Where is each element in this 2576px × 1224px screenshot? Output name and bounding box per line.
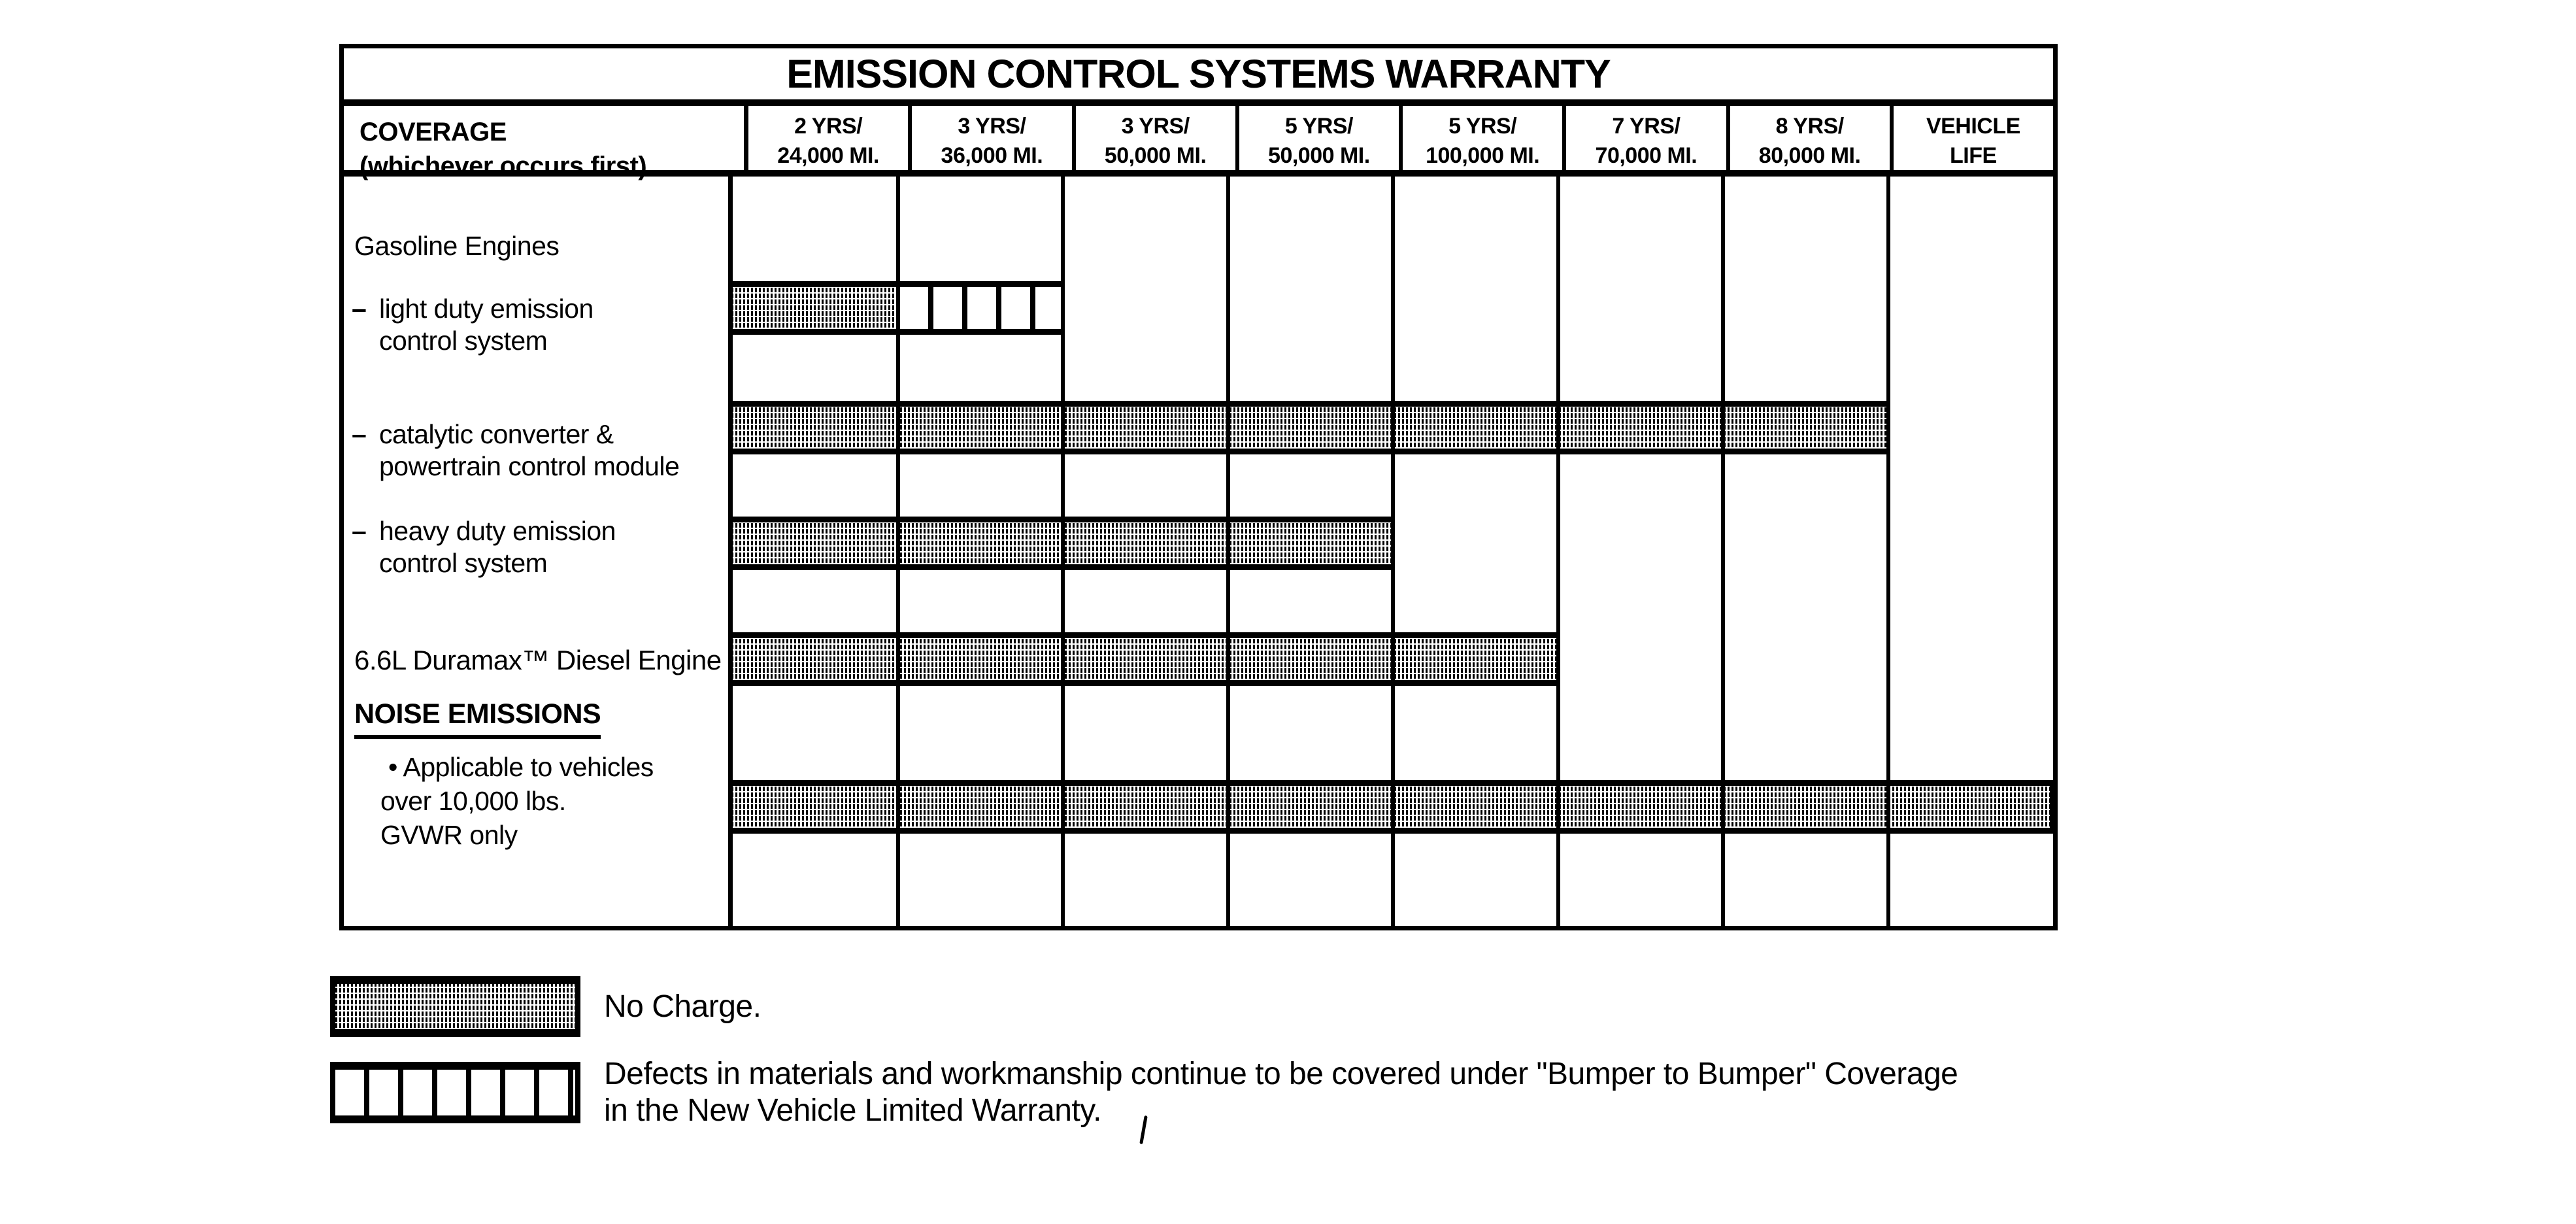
coverage-header <box>344 106 748 180</box>
table-title: EMISSION CONTROL SYSTEMS WARRANTY <box>786 52 1611 96</box>
table-title-row <box>344 48 2053 106</box>
grid-line-col-1 <box>896 177 900 926</box>
bar-catalytic-converter-no-charge <box>728 401 1890 454</box>
column-header-2yrs-24000: 2 YRS/ 24,000 MI. <box>748 106 912 170</box>
noise-emissions-heading: NOISE EMISSIONS <box>354 698 601 739</box>
emission-warranty-table <box>339 44 2058 930</box>
dash-bullet-icon: – <box>352 516 367 546</box>
coverage-header-line1: COVERAGE <box>360 118 507 146</box>
grid-line-col-4 <box>1391 177 1395 926</box>
grid-line-col-2 <box>1061 177 1065 926</box>
table-header-row <box>344 106 2053 180</box>
column-header-5yrs-100000: 5 YRS/ 100,000 MI. <box>1403 106 1566 170</box>
column-header-vehicle-life: VEHICLE LIFE <box>1926 114 2020 168</box>
coverage-header-line2: (whichever occurs first) <box>360 152 647 180</box>
table-body <box>344 177 2053 926</box>
dash-bullet-icon: – <box>352 294 367 324</box>
grid-line-col-6 <box>1721 177 1725 926</box>
bar-duramax-no-charge <box>728 632 1560 686</box>
bar-light-duty-bumper-to-bumper <box>896 281 1065 335</box>
bar-light-duty-no-charge <box>728 281 900 335</box>
row-label-catalytic-converter: – catalytic converter & powertrain control module <box>352 419 680 481</box>
row-label-noise-emissions <box>354 698 601 739</box>
grid-line-col-7 <box>1886 177 1890 926</box>
row-label-applicable-vehicles: • Applicable to vehicles over 10,000 lbs. GVWR only <box>380 752 654 850</box>
grid-line-col-5 <box>1556 177 1560 926</box>
legend-label-bumper-to-bumper: Defects in materials and workmanship continue to be covered under "Bumper to Bumper" Coverage in the New Vehicle Limited Warranty. <box>604 1057 1958 1128</box>
legend-label-no-charge: No Charge. <box>604 989 761 1024</box>
grid-line-coverage-divider <box>728 177 733 926</box>
legend-swatch-bumper-to-bumper <box>330 1062 580 1123</box>
legend-swatch-no-charge <box>330 976 580 1037</box>
column-header-8yrs-80000: 8 YRS/ 80,000 MI. <box>1730 106 1894 170</box>
row-label-duramax-diesel: 6.6L Duramax™ Diesel Engine <box>354 645 722 675</box>
column-header-3yrs-50000: 3 YRS/ 50,000 MI. <box>1076 106 1239 170</box>
row-label-heavy-duty: – heavy duty emission control system <box>352 516 616 578</box>
row-label-gasoline-engines: Gasoline Engines <box>354 231 560 261</box>
dash-bullet-icon: – <box>352 419 367 449</box>
column-header-5yrs-50000: 5 YRS/ 50,000 MI. <box>1239 106 1403 170</box>
grid-line-col-3 <box>1226 177 1230 926</box>
row-label-light-duty: – light duty emission control system <box>352 294 594 356</box>
column-header-7yrs-70000: 7 YRS/ 70,000 MI. <box>1566 106 1730 170</box>
column-header-3yrs-36000: 3 YRS/ 36,000 MI. <box>912 106 1075 170</box>
